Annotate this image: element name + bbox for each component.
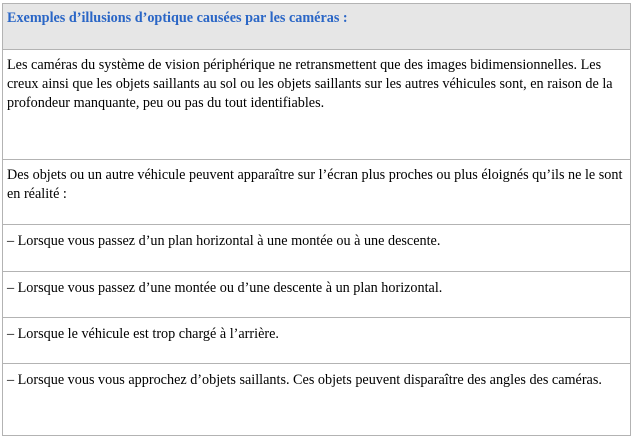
table-row: – Lorsque le véhicule est trop chargé à l’arrière. <box>3 318 630 364</box>
table-row: – Lorsque vous passez d’une montée ou d’une descente à un plan horizontal. <box>3 272 630 318</box>
table-row: – Lorsque vous vous approchez d’objets saillants. Ces objets peuvent disparaître des angles des caméras. <box>7 372 602 388</box>
camera-illusions-table <box>2 3 631 436</box>
table-title: Exemples d’illusions d’optique causées par les caméras : <box>3 4 630 50</box>
table-row: Les caméras du système de vision périphérique ne retransmettent que des images bidimensionnelles. Les creux ainsi que les objets saillants au sol ou les objets saillants sur les autres véhicules sont, en raison de la profondeur manquante, peu ou pas du tout identifiables. <box>3 50 630 160</box>
table-row: – Lorsque vous passez d’un plan horizontal à une montée ou à une descente. <box>3 225 630 272</box>
table-row: Des objets ou un autre véhicule peuvent apparaître sur l’écran plus proches ou plus éloignés qu’ils ne le sont en réalité : <box>3 160 630 225</box>
